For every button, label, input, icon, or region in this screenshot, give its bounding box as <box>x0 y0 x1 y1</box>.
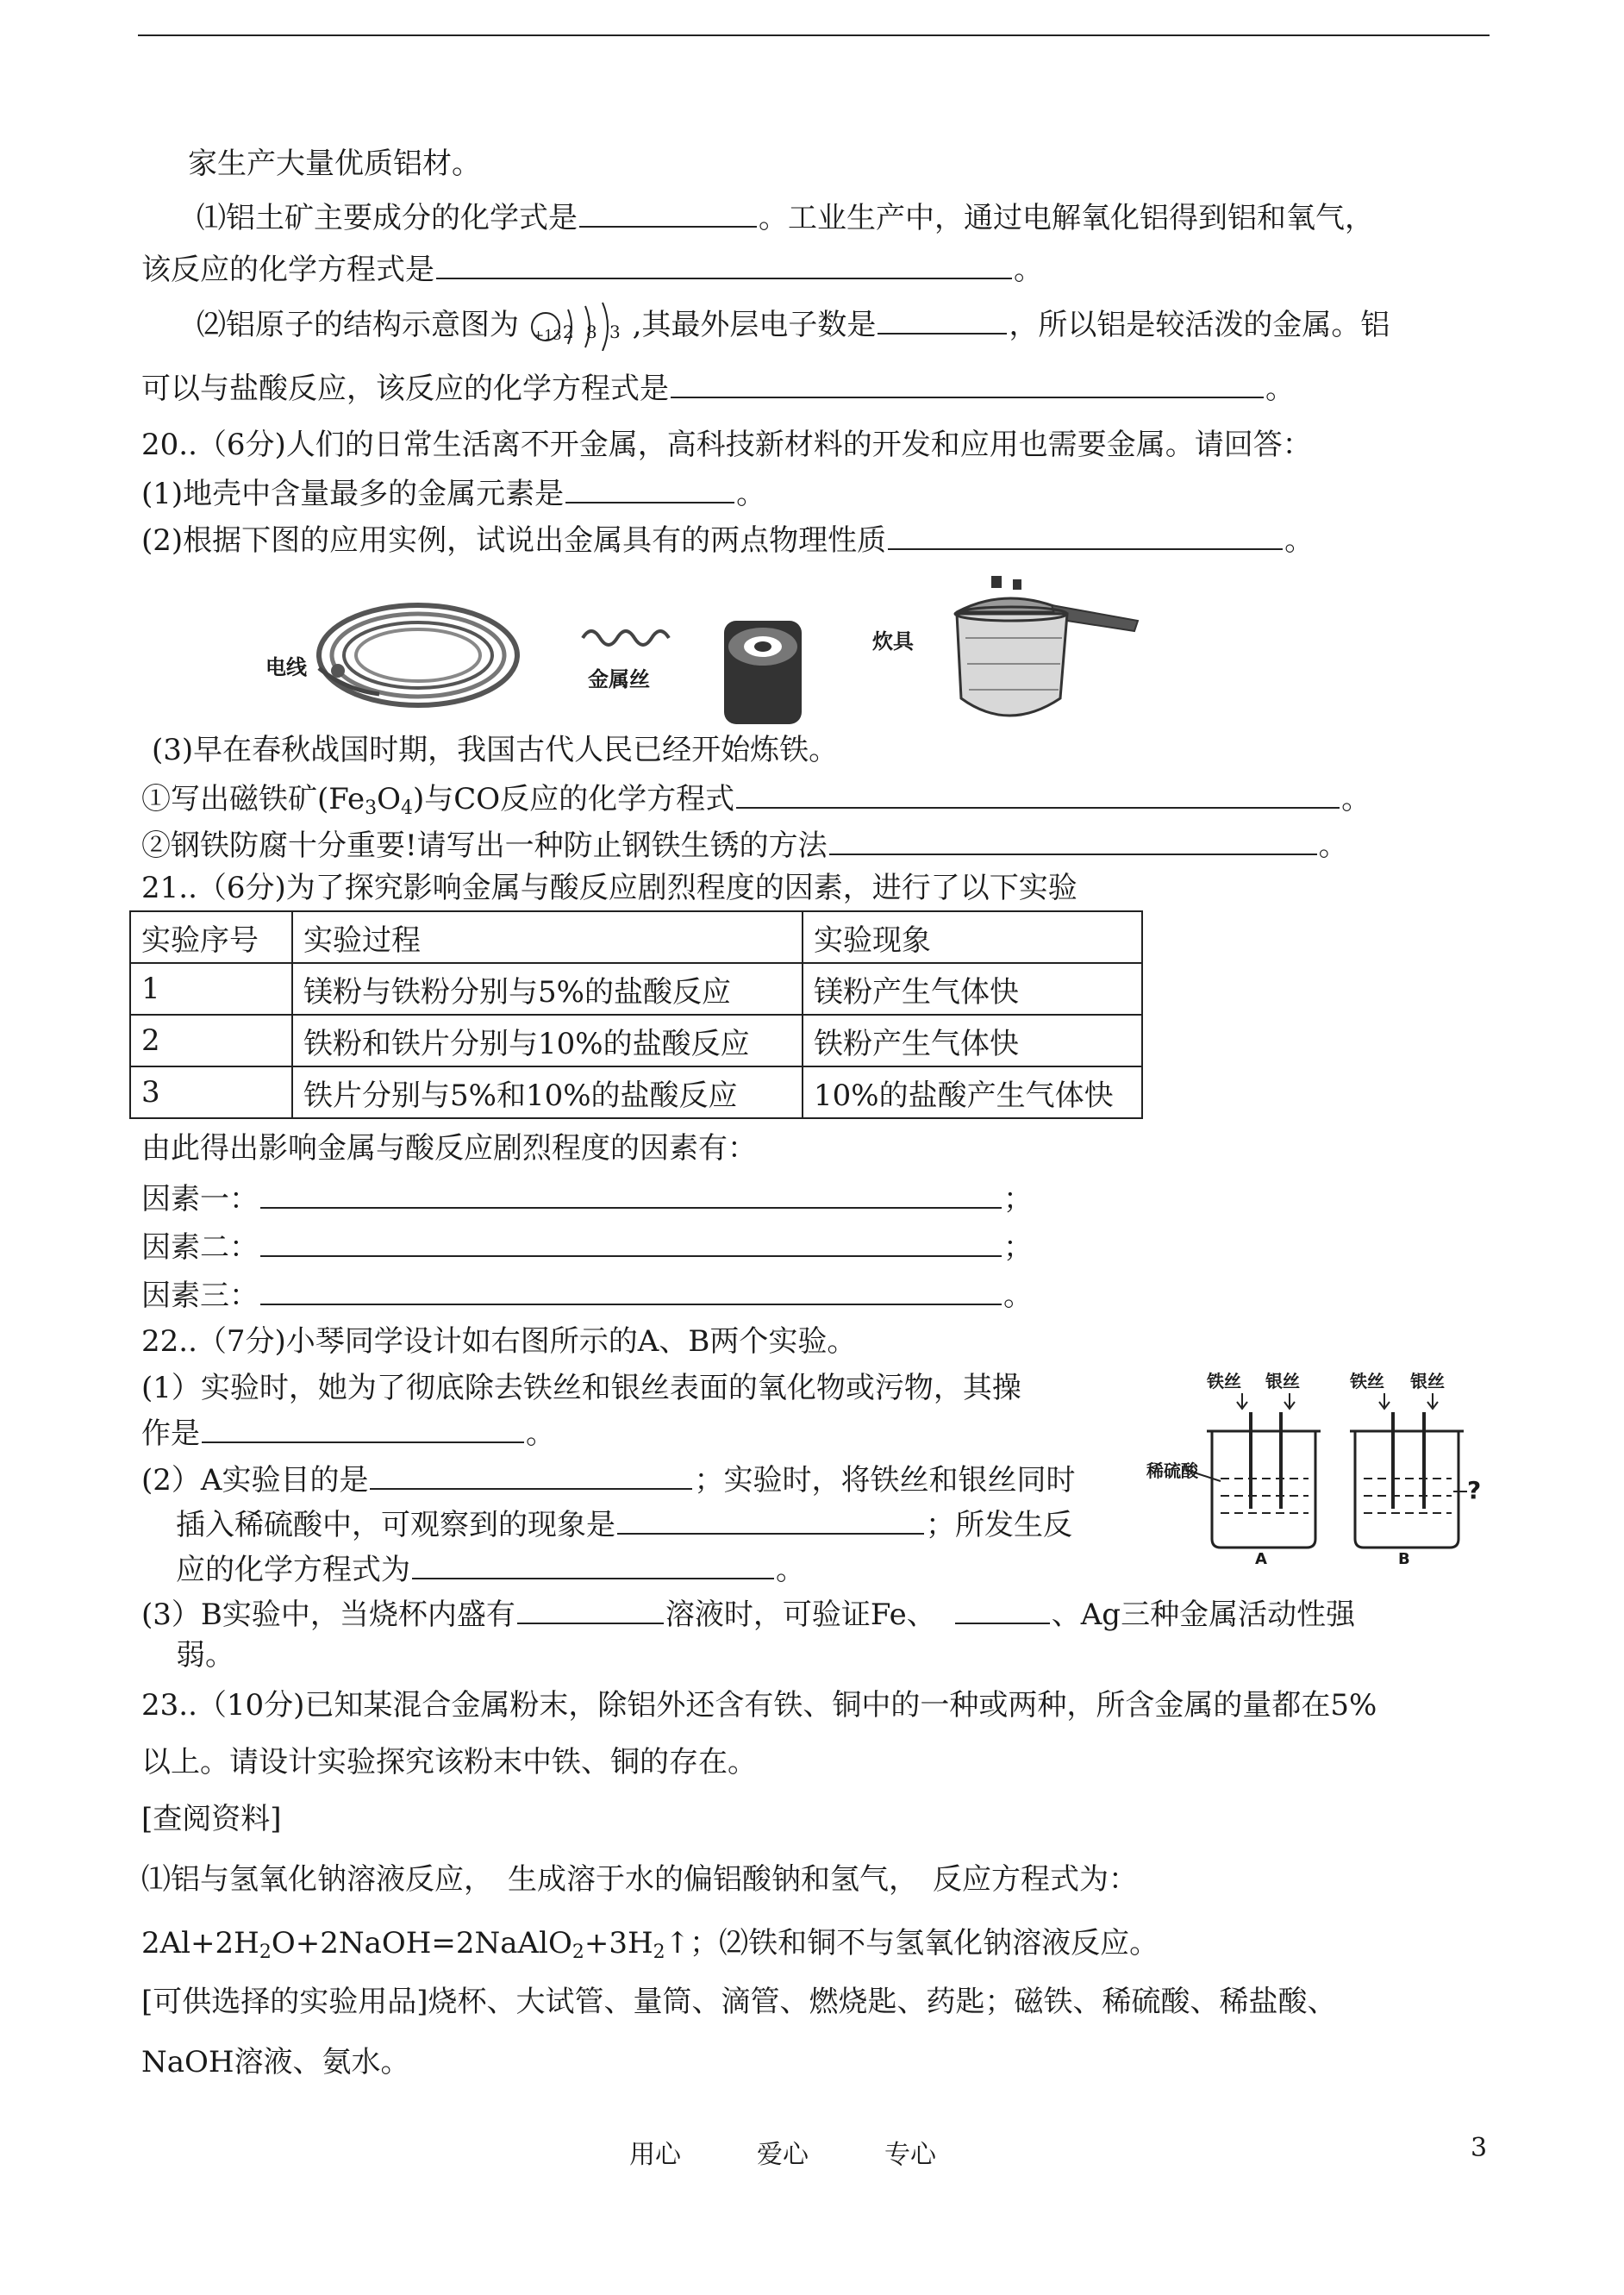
table-cell: 1 <box>130 963 292 1015</box>
table-cell: 镁粉与铁粉分别与5%的盐酸反应 <box>292 963 803 1015</box>
q21-title: 21..（6分)为了探究影响金属与酸反应剧烈程度的因素，进行了以下实验 <box>141 871 1077 905</box>
q20-title: 20..（6分)人们的日常生活离不开金属，高科技新材料的开发和应用也需要金属。请回答： <box>141 428 1312 462</box>
q19-line0: 家生产大量优质铝材。 <box>188 147 481 181</box>
q23-title: 23..（10分)已知某混合金属粉末，除铝外还含有铁、铜中的一种或两种，所含金属的量都在5% <box>141 1688 1377 1723</box>
q22-part2: (2）A实验目的是 ；实验时，将铁丝和银丝同时 <box>141 1459 1075 1499</box>
answer-blank[interactable] <box>955 1593 1050 1624</box>
table-cell: 铁粉产生气体快 <box>803 1015 1142 1066</box>
footer-motto-3: 专心 <box>884 2140 936 2170</box>
q21-conclusion: 由此得出影响金属与酸反应剧烈程度的因素有： <box>141 1131 757 1166</box>
q23-title-2: 以上。请设计实验探究该粉末中铁、铜的存在。 <box>141 1745 757 1779</box>
table-row <box>130 963 1142 1015</box>
table-cell: 10%的盐酸产生气体快 <box>803 1066 1142 1118</box>
q20-part1: (1)地壳中含量最多的金属元素是 。 <box>141 472 765 513</box>
table-header-cell: 实验过程 <box>292 911 803 963</box>
table-header-cell: 实验序号 <box>130 911 292 963</box>
q21-factor2: 因素二： ； <box>141 1226 1033 1266</box>
answer-blank[interactable] <box>370 1459 692 1490</box>
q22-part2c: 应的化学方程式为 。 <box>176 1548 805 1589</box>
answer-blank[interactable] <box>565 472 734 503</box>
q22-part1b: 作是 。 <box>141 1412 555 1453</box>
answer-blank[interactable] <box>617 1504 924 1535</box>
q23-supplies-2: NaOH溶液、氨水。 <box>141 2045 410 2079</box>
answer-blank[interactable] <box>202 1412 524 1443</box>
table-cell: 3 <box>130 1066 292 1118</box>
q23-reference-heading: [查阅资料] <box>141 1802 282 1836</box>
table-cell: 铁粉和铁片分别与10%的盐酸反应 <box>292 1015 803 1066</box>
answer-blank[interactable] <box>412 1548 774 1579</box>
experiment-table <box>129 910 1143 1119</box>
answer-blank[interactable] <box>829 824 1317 855</box>
q21-factor1: 因素一： ； <box>141 1178 1033 1218</box>
q19-line4: 可以与盐酸反应，该反应的化学方程式是 。 <box>141 367 1295 408</box>
q20-part2: (2)根据下图的应用实例，试说出金属具有的两点物理性质 。 <box>141 519 1314 560</box>
table-header-cell: 实验现象 <box>803 911 1142 963</box>
q21-factor3: 因素三： 。 <box>141 1274 1033 1315</box>
q22-part3b: 弱。 <box>176 1638 234 1673</box>
q19-line1: ⑴铝土矿主要成分的化学式是 。工业生产中，通过电解氧化铝得到铝和氧气， <box>197 197 1374 237</box>
table-row <box>130 1015 1142 1066</box>
pressure-cooker-image: 炊具 <box>871 569 1155 741</box>
answer-blank[interactable] <box>878 303 1007 335</box>
answer-blank[interactable] <box>671 367 1264 398</box>
answer-blank[interactable] <box>260 1226 1002 1257</box>
page-number: 3 <box>1471 2133 1488 2163</box>
answer-blank[interactable] <box>260 1178 1002 1209</box>
q23-equation: $2Al+2H_2O+2NaOH=2NaAlO_2+3H_2↑$；⑵铁和铜不与氢氧化钠溶液反应。 <box>141 1926 1159 1963</box>
table-cell: 铁片分别与5%和10%的盐酸反应 <box>292 1066 803 1118</box>
footer-motto-2: 爱心 <box>757 2140 809 2170</box>
header-rule <box>138 34 1490 36</box>
q22-title: 22..（7分)小琴同学设计如右图所示的A、B两个实验。 <box>141 1324 857 1359</box>
footer-motto-1: 用心 <box>629 2140 681 2170</box>
q22-part3: (3）B实验中，当烧杯内盛有 溶液时，可验证Fe、 、Ag三种金属活动性强 <box>141 1593 1355 1634</box>
answer-blank[interactable] <box>736 778 1340 809</box>
table-cell: 2 <box>130 1015 292 1066</box>
q19-line3: ⑵铝原子的结构示意图为 +13 2 8 3 ,其最外层电子数是 ，所以铝是较活泼的金属。铝 <box>197 303 1390 346</box>
answer-blank[interactable] <box>517 1593 664 1624</box>
q19-line2: 该反应的化学方程式是 。 <box>141 248 1043 289</box>
answer-blank[interactable] <box>579 197 757 228</box>
wire-coil-image: 电线 <box>267 586 526 724</box>
q22-part2b: 插入稀硫酸中，可观察到的现象是 ；所发生反 <box>176 1504 1072 1544</box>
q20-part3-2: ②钢铁防腐十分重要!请写出一种防止钢铁生锈的方法 。 <box>141 824 1348 865</box>
table-cell: 镁粉产生气体快 <box>803 963 1142 1015</box>
table-header-row <box>130 911 1142 963</box>
answer-blank[interactable] <box>888 519 1283 550</box>
answer-blank[interactable] <box>260 1274 1002 1305</box>
answer-blank[interactable] <box>436 248 1012 279</box>
q20-part3: (3)早在春秋战国时期，我国古代人民已经开始炼铁。 <box>152 733 839 767</box>
q20-part3-1: ①写出磁铁矿$(Fe_3O_4)$与CO反应的化学方程式 。 <box>141 778 1371 828</box>
q23-supplies: [可供选择的实验用品]烧杯、大试管、量筒、滴管、燃烧匙、药匙；磁铁、稀硫酸、稀盐酸、 <box>141 1985 1337 2019</box>
metal-wire-spool-image: 金属丝 <box>578 603 819 741</box>
aluminum-atom-diagram: +13 2 8 3 <box>528 308 623 346</box>
table-row <box>130 1066 1142 1118</box>
beaker-experiment-figure: 铁丝 银丝 铁丝 银丝 稀硫酸 A B ? <box>1146 1371 1482 1568</box>
q22-part1: (1）实验时，她为了彻底除去铁丝和银丝表面的氧化物或污物，其操 <box>141 1371 1021 1405</box>
q23-reference-1: ⑴铝与氢氧化钠溶液反应， 生成溶于水的偏铝酸钠和氢气， 反应方程式为： <box>141 1862 1138 1897</box>
